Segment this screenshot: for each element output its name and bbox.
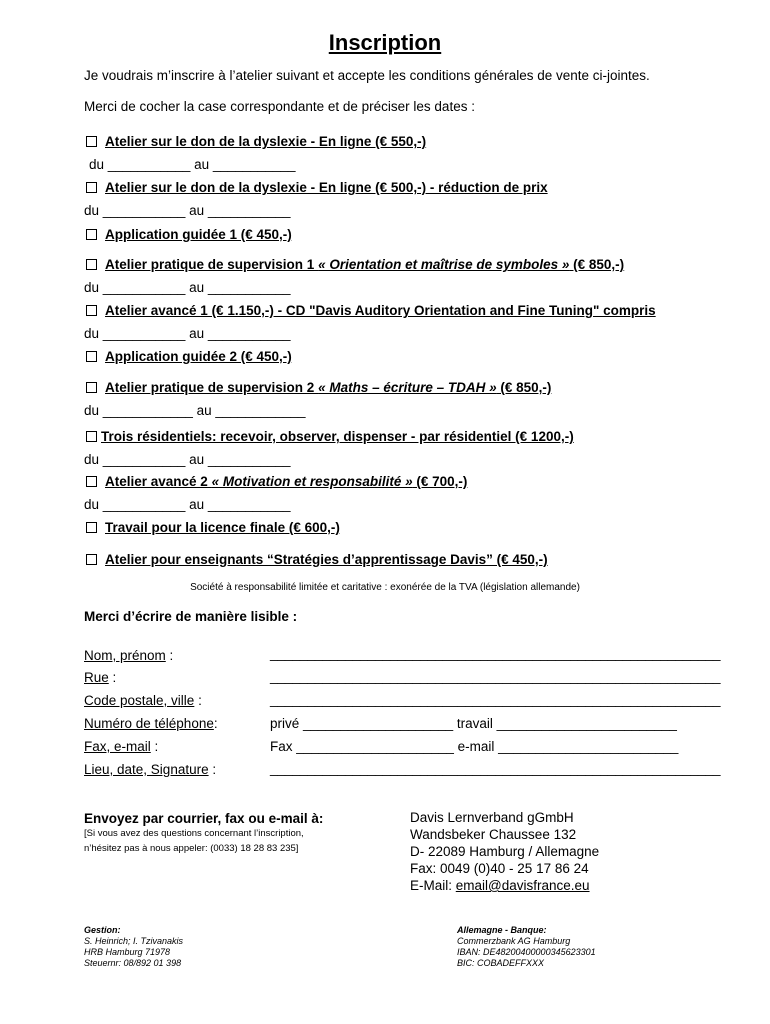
- option-supervision-2[interactable]: [86, 380, 551, 395]
- footer-gestion: Gestion: S. Heinrich; I. Tzivanakis HRB Hamburg 71978 Steuernr: 08/892 01 398: [84, 925, 184, 968]
- option-application-guidee-1[interactable]: [86, 227, 292, 242]
- option-enseignants[interactable]: [86, 552, 548, 567]
- intro-text: Je voudrais m’inscrire à l’atelier suivant et accepte les conditions générales de vente ci-jointes.: [84, 68, 650, 83]
- lieu-label: Lieu, date, Signature :: [84, 762, 217, 777]
- email-link[interactable]: email@davisfrance.eu: [455, 878, 590, 893]
- option-avance-2[interactable]: [86, 474, 467, 489]
- checkbox[interactable]: [86, 431, 97, 442]
- option-label: Atelier pratique de supervision 2 « Maths – écriture – TDAH » (€ 850,-): [105, 380, 552, 395]
- code-label: Code postale, ville :: [84, 693, 202, 708]
- option-trois-residentiels[interactable]: [86, 429, 574, 444]
- footer-banque: Allemagne - Banque: Commerzbank AG Hamburg IBAN: DE48200400000345623301 BIC: COBADEFFXXX: [457, 925, 596, 968]
- option-label: Travail pour la licence finale (€ 600,-): [105, 520, 340, 535]
- dates-field[interactable]: du ___________ au ___________: [84, 452, 291, 467]
- checkbox[interactable]: [86, 476, 97, 487]
- option-label: Trois résidentiels: recevoir, observer, dispenser - par résidentiel (€ 1200,-): [101, 429, 574, 444]
- send-note: [Si vous avez des questions concernant l’inscription, n’hésitez pas à nous appeler: (0033) 18 28 83 235]: [84, 828, 304, 854]
- write-heading: Merci d’écrire de manière lisible :: [84, 609, 298, 624]
- checkbox[interactable]: [86, 259, 97, 270]
- phone-input-line[interactable]: privé ____________________ travail ________________________: [270, 716, 677, 731]
- option-label: Atelier pour enseignants “Stratégies d’apprentissage Davis” (€ 450,-): [105, 552, 548, 567]
- option-supervision-1[interactable]: [86, 257, 624, 272]
- option-label: Atelier avancé 1 (€ 1.150,-) - CD "Davis Auditory Orientation and Fine Tuning" compris: [105, 303, 656, 318]
- dates-field[interactable]: du ___________ au ___________: [84, 203, 291, 218]
- dates-field[interactable]: du ___________ au ___________: [84, 326, 291, 341]
- rue-input-line[interactable]: ____________________________________________________________: [270, 669, 721, 684]
- option-avance-1[interactable]: [86, 303, 656, 318]
- fax-email-input-line[interactable]: Fax _____________________ e-mail ________________________: [270, 739, 679, 754]
- page-title: Inscription: [328, 30, 442, 55]
- instructions-text: Merci de cocher la case correspondante et de préciser les dates :: [84, 99, 475, 114]
- option-application-guidee-2[interactable]: [86, 349, 292, 364]
- phone-label: Numéro de téléphone:: [84, 716, 218, 731]
- checkbox[interactable]: [86, 554, 97, 565]
- fax-email-label: Fax, e-mail :: [84, 739, 159, 754]
- option-dyslexie-en-ligne[interactable]: [86, 134, 426, 149]
- option-licence-finale[interactable]: [86, 520, 340, 535]
- send-heading: Envoyez par courrier, fax ou e-mail à:: [84, 811, 324, 826]
- address-block: Davis Lernverband gGmbH Wandsbeker Chaussee 132 D- 22089 Hamburg / Allemagne Fax: 0049 (0)40 - 25 17 86 24 E-Mail: email@davisfrance.eu: [410, 810, 600, 893]
- checkbox[interactable]: [86, 351, 97, 362]
- dates-field[interactable]: du ___________ au ___________: [89, 157, 296, 172]
- checkbox[interactable]: [86, 382, 97, 393]
- option-label: Atelier pratique de supervision 1 « Orientation et maîtrise de symboles » (€ 850,-): [105, 257, 625, 272]
- checkbox[interactable]: [86, 229, 97, 240]
- tva-note: Société à responsabilité limitée et caritative : exonérée de la TVA (législation allemande): [190, 582, 580, 593]
- lieu-input-line[interactable]: ____________________________________________________________: [270, 761, 721, 776]
- option-label: Atelier avancé 2 « Motivation et responsabilité » (€ 700,-): [105, 474, 468, 489]
- rue-label: Rue :: [84, 670, 117, 685]
- option-label: Atelier sur le don de la dyslexie - En ligne (€ 550,-): [105, 134, 427, 149]
- option-dyslexie-reduction[interactable]: [86, 180, 548, 195]
- code-input-line[interactable]: ____________________________________________________________: [270, 692, 721, 707]
- dates-field[interactable]: du ____________ au ____________: [84, 403, 306, 418]
- name-input-line[interactable]: ____________________________________________________________: [270, 646, 721, 661]
- option-label: Application guidée 2 (€ 450,-): [105, 349, 292, 364]
- option-label: Atelier sur le don de la dyslexie - En ligne (€ 500,-) - réduction de prix: [105, 180, 548, 195]
- dates-field[interactable]: du ___________ au ___________: [84, 280, 291, 295]
- checkbox[interactable]: [86, 305, 97, 316]
- checkbox[interactable]: [86, 522, 97, 533]
- checkbox[interactable]: [86, 136, 97, 147]
- dates-field[interactable]: du ___________ au ___________: [84, 497, 291, 512]
- name-label: Nom, prénom :: [84, 648, 174, 663]
- checkbox[interactable]: [86, 182, 97, 193]
- option-label: Application guidée 1 (€ 450,-): [105, 227, 292, 242]
